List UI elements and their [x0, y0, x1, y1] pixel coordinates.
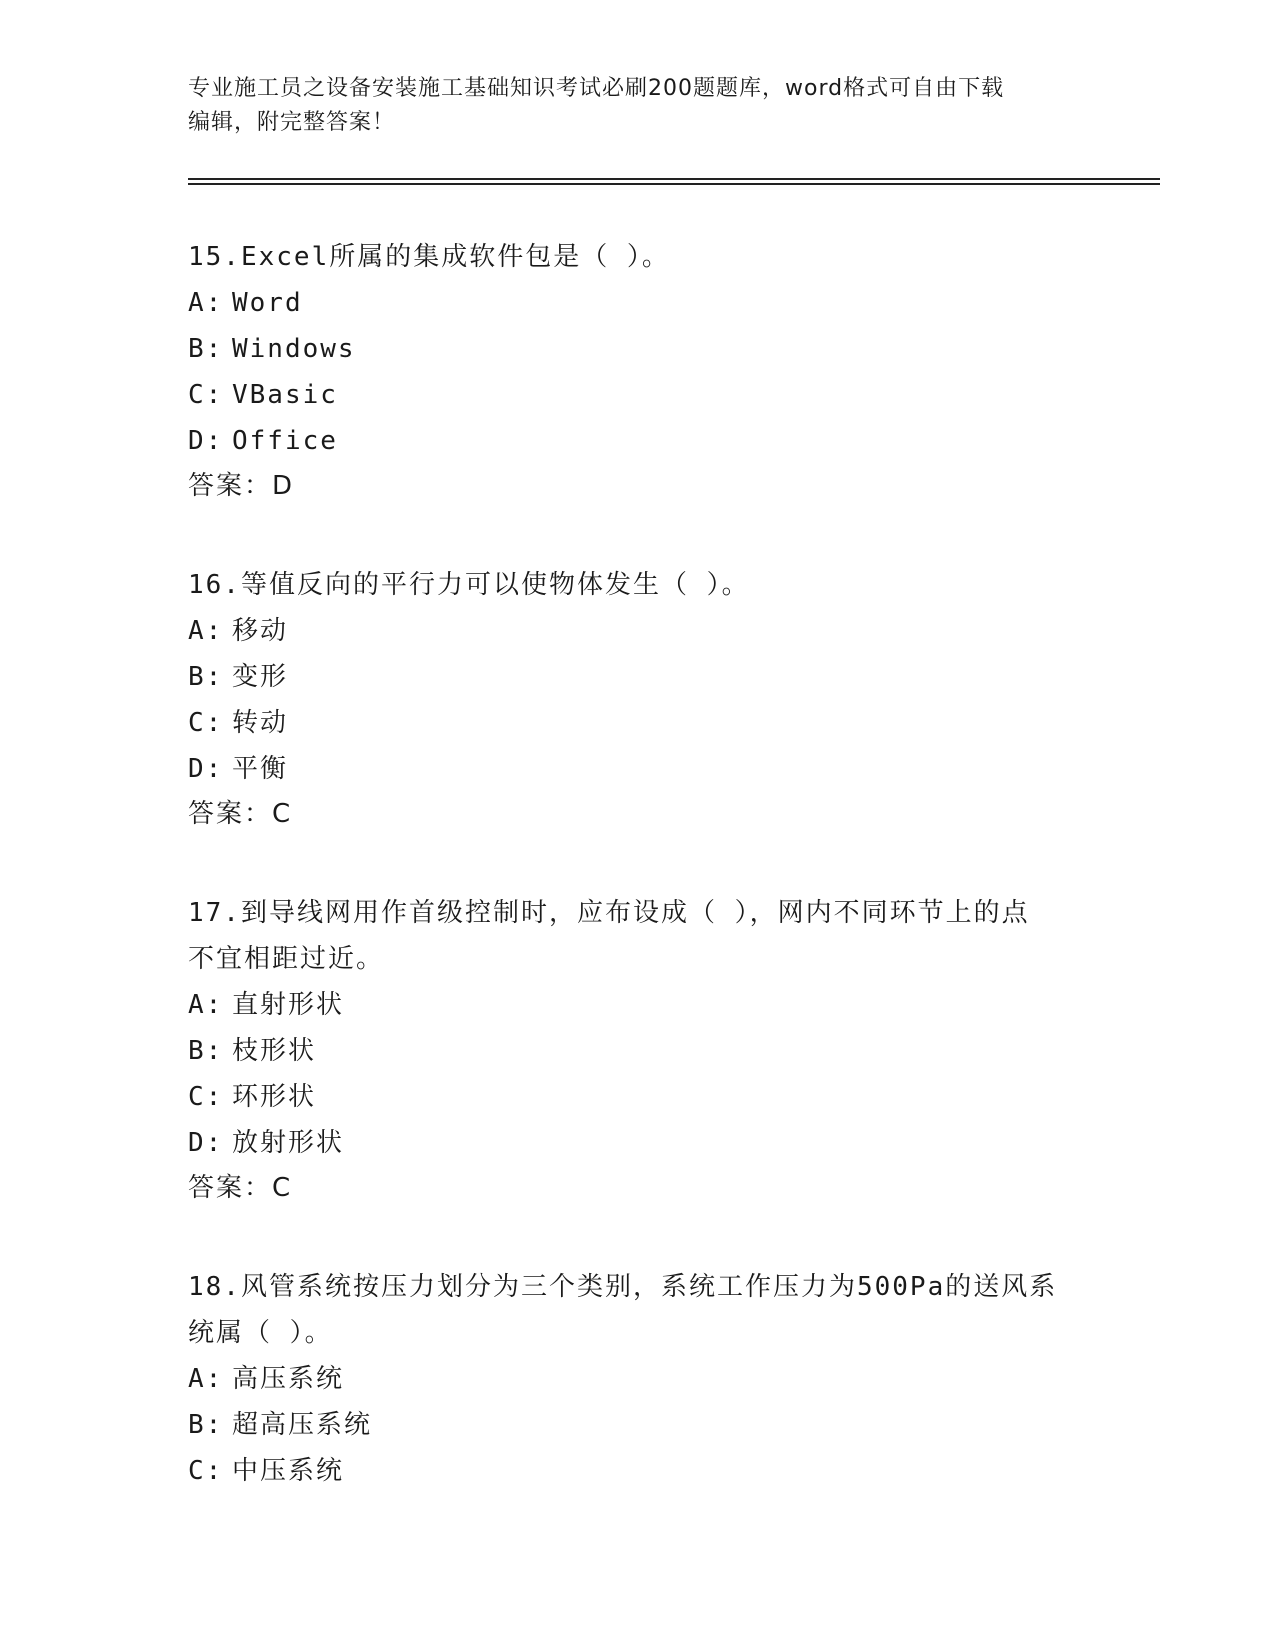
- question-block: [188, 890, 1088, 1210]
- answer-option: [188, 326, 1088, 372]
- option-text: 转动: [232, 708, 289, 738]
- option-text: 变形: [232, 662, 289, 692]
- answer-option: [188, 372, 1088, 418]
- answer-option: [188, 1028, 1088, 1074]
- answer-option: [188, 418, 1088, 464]
- answer-option: [188, 654, 1088, 700]
- answer-option: [188, 1448, 1088, 1494]
- option-key: A:: [188, 288, 224, 318]
- answer-label: 答案：: [188, 471, 273, 501]
- question-stem-line: 15.Excel所属的集成软件包是（ ）。: [188, 242, 670, 272]
- option-text: 高压系统: [232, 1364, 345, 1394]
- option-key: B:: [188, 1410, 224, 1440]
- option-text: Word: [232, 288, 303, 318]
- option-text: 超高压系统: [232, 1410, 373, 1440]
- option-key: D:: [188, 426, 224, 456]
- header-line-2: 编辑，附完整答案！: [188, 110, 396, 135]
- answer-option: [188, 982, 1088, 1028]
- answer-value: D: [272, 471, 293, 501]
- option-text: 移动: [232, 616, 289, 646]
- answer-option: [188, 746, 1088, 792]
- option-key: B:: [188, 1036, 224, 1066]
- option-key: A:: [188, 990, 224, 1020]
- question-stem-line: 16.等值反向的平行力可以使物体发生（ ）。: [188, 570, 750, 600]
- option-text: Windows: [232, 334, 356, 364]
- option-key: C:: [188, 380, 224, 410]
- answer-label: 答案：: [188, 799, 273, 829]
- question-block: [188, 1264, 1088, 1494]
- answer-option: [188, 608, 1088, 654]
- answer-option: [188, 1402, 1088, 1448]
- option-text: Office: [232, 426, 338, 456]
- header-divider-top: [188, 178, 1160, 180]
- option-key: C:: [188, 1456, 224, 1486]
- question-block: [188, 562, 1088, 836]
- answer-option: [188, 1356, 1088, 1402]
- answer-value: C: [272, 1173, 291, 1203]
- answer-line: [188, 464, 1088, 508]
- question-stem-line: 统属（ ）。: [188, 1318, 333, 1348]
- question-list: [188, 234, 1088, 1548]
- answer-line: [188, 1166, 1088, 1210]
- answer-option: [188, 1074, 1088, 1120]
- option-key: B:: [188, 662, 224, 692]
- option-key: D:: [188, 1128, 224, 1158]
- header-divider-bottom: [188, 183, 1160, 185]
- option-text: 环形状: [232, 1082, 317, 1112]
- option-key: A:: [188, 1364, 224, 1394]
- option-text: 中压系统: [232, 1456, 345, 1486]
- option-key: D:: [188, 754, 224, 784]
- question-stem-line: 17.到导线网用作首级控制时，应布设成（ ），网内不同环节上的点: [188, 898, 1030, 928]
- option-text: 平衡: [232, 754, 289, 784]
- header-line-1: 专业施工员之设备安装施工基础知识考试必刷200题题库，word格式可自由下载: [188, 76, 1005, 101]
- document-header: [188, 72, 1068, 140]
- question-stem-line: 不宜相距过近。: [188, 944, 385, 974]
- option-key: C:: [188, 1082, 224, 1112]
- option-text: 枝形状: [232, 1036, 317, 1066]
- answer-line: [188, 792, 1088, 836]
- answer-option: [188, 700, 1088, 746]
- answer-value: C: [272, 799, 291, 829]
- question-block: [188, 234, 1088, 508]
- option-text: VBasic: [232, 380, 338, 410]
- answer-label: 答案：: [188, 1173, 273, 1203]
- question-stem-line: 18.风管系统按压力划分为三个类别，系统工作压力为500Pa的送风系: [188, 1272, 1058, 1302]
- option-key: C:: [188, 708, 224, 738]
- answer-option: [188, 280, 1088, 326]
- option-key: A:: [188, 616, 224, 646]
- answer-option: [188, 1120, 1088, 1166]
- option-key: B:: [188, 334, 224, 364]
- option-text: 直射形状: [232, 990, 345, 1020]
- option-text: 放射形状: [232, 1128, 345, 1158]
